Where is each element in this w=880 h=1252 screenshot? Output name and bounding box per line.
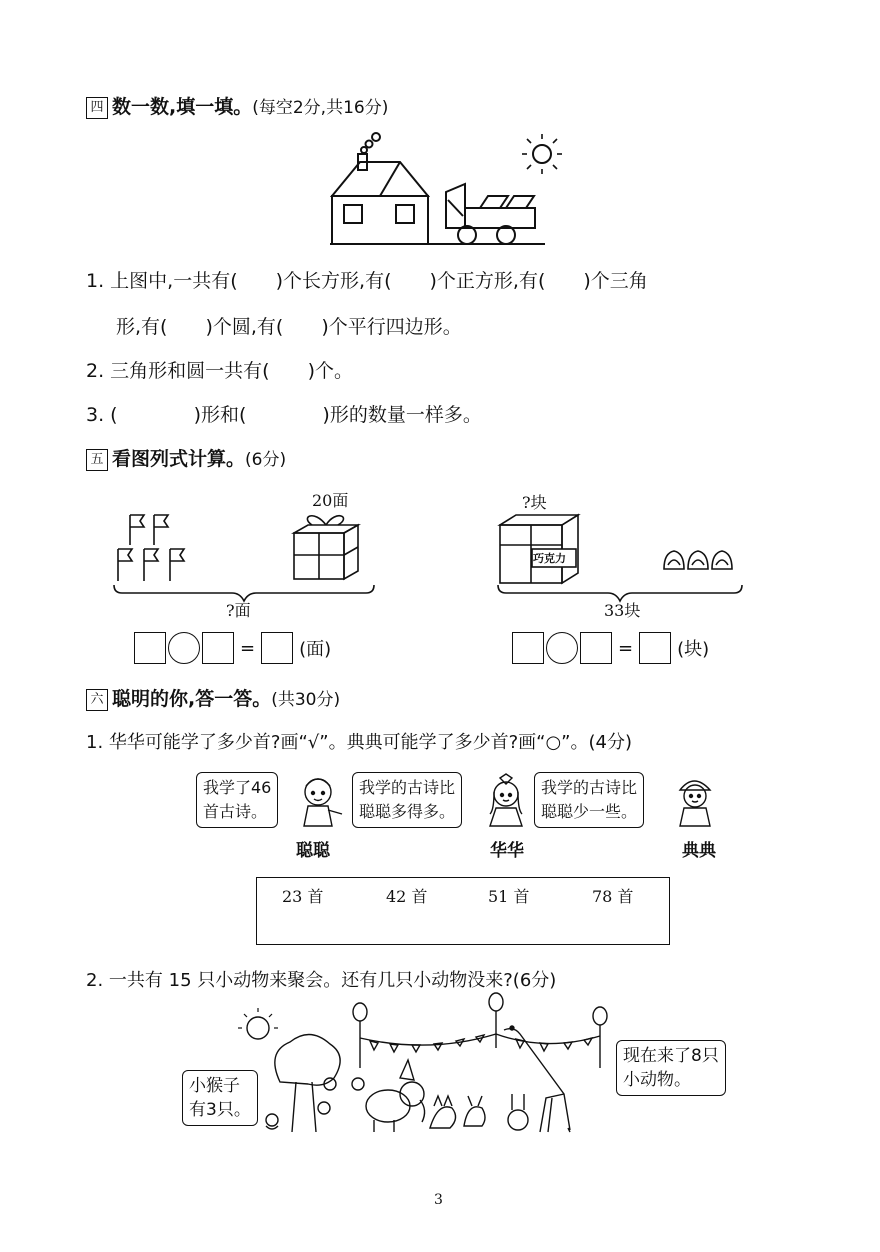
kid-congcong-icon <box>296 774 346 834</box>
operator-circle[interactable] <box>546 632 578 664</box>
chocolate-total-label: 33块 <box>604 601 641 620</box>
section-badge: 四 <box>86 97 108 119</box>
speech-bubble-huahua: 我学的古诗比 聪聪多得多。 <box>352 772 462 828</box>
option-cell[interactable]: 78 首 <box>592 887 634 906</box>
question-4-3: 3. ( )形和( )形的数量一样多。 <box>86 404 482 426</box>
speech-bubble-diandian: 我学的古诗比 聪聪少一些。 <box>534 772 644 828</box>
speech-bubble-monkeys: 小猴子 有3只。 <box>182 1070 258 1126</box>
operator-circle[interactable] <box>168 632 200 664</box>
chocolate-box-text: 巧克力 <box>533 552 566 565</box>
answer-box[interactable] <box>202 632 234 664</box>
answer-box[interactable] <box>134 632 166 664</box>
page-number: 3 <box>434 1192 443 1208</box>
question-4-1-line2: 形,有( )个圆,有( )个平行四边形。 <box>116 316 462 338</box>
section-4-title: 四 数一数,填一填。(每空2分,共16分) <box>86 92 388 119</box>
answer-box[interactable] <box>580 632 612 664</box>
chocolate-box-label: ?块 <box>522 493 547 512</box>
kid-huahua-icon <box>484 772 530 832</box>
equation-chocolates: = (块) <box>512 632 715 664</box>
question-6-1: 1. 华华可能学了多少首?画“√”。典典可能学了多少首?画“○”。(4分) <box>86 732 632 753</box>
name-diandian: 典典 <box>682 841 716 861</box>
chocolate-figure <box>492 505 752 605</box>
flags-gift-figure <box>108 505 378 605</box>
section-6-title: 六 聪明的你,答一答。(共30分) <box>86 684 340 711</box>
section-badge: 六 <box>86 689 108 711</box>
section-badge: 五 <box>86 449 108 471</box>
option-cell[interactable]: 42 首 <box>386 887 428 906</box>
answer-box[interactable] <box>639 632 671 664</box>
option-cell[interactable]: 23 首 <box>282 887 324 906</box>
answer-box[interactable] <box>261 632 293 664</box>
question-4-1-line1: 1. 上图中,一共有( )个长方形,有( )个正方形,有( )个三角 <box>86 270 648 292</box>
flag-total-label: ?面 <box>226 601 251 620</box>
answer-box[interactable] <box>512 632 544 664</box>
speech-bubble-arrived: 现在来了8只 小动物。 <box>616 1040 726 1096</box>
gift-count-label: 20面 <box>312 491 349 510</box>
equation-flags: = (面) <box>134 632 337 664</box>
speech-bubble-congcong: 我学了46 首古诗。 <box>196 772 278 828</box>
question-4-2: 2. 三角形和圆一共有( )个。 <box>86 360 353 382</box>
question-6-2: 2. 一共有 15 只小动物来聚会。还有几只小动物没来?(6分) <box>86 970 557 991</box>
name-congcong: 聪聪 <box>296 841 330 861</box>
name-huahua: 华华 <box>490 841 524 861</box>
house-truck-figure <box>320 130 570 250</box>
kid-diandian-icon <box>672 772 718 832</box>
section-5-title: 五 看图列式计算。(6分) <box>86 444 286 471</box>
option-cell[interactable]: 51 首 <box>488 887 530 906</box>
